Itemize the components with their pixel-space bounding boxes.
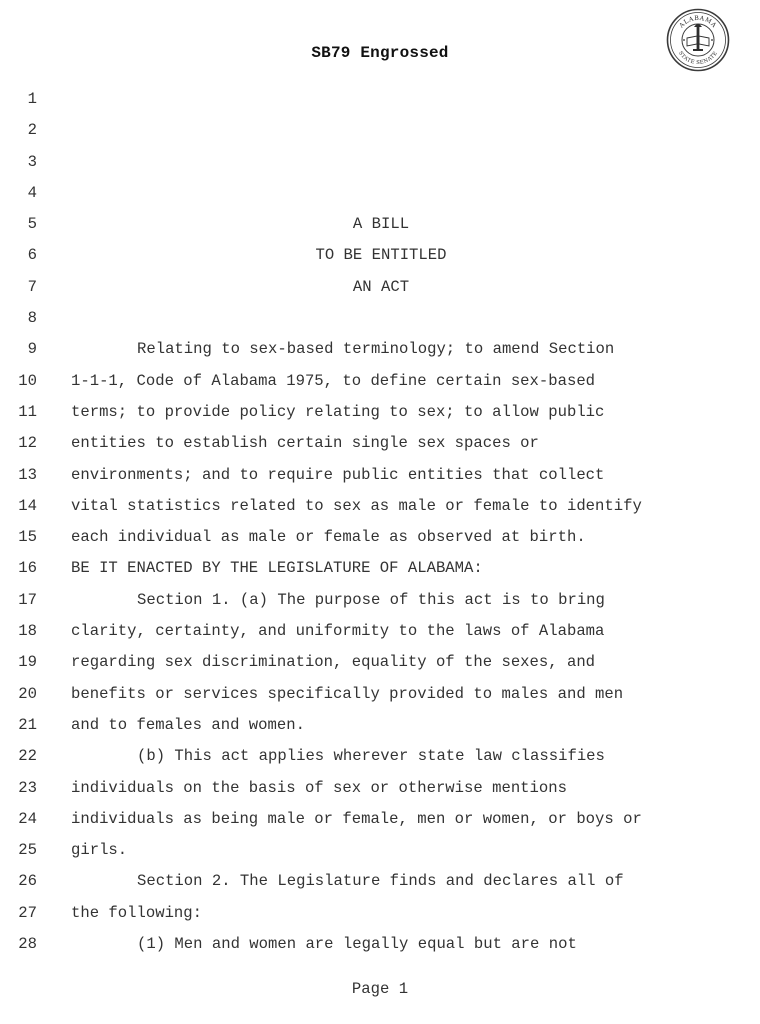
line-number: 3 [27, 152, 37, 171]
document-line [0, 337, 760, 368]
document-line [0, 150, 760, 181]
document-line [0, 306, 760, 337]
line-number: 15 [18, 528, 37, 547]
document-line [0, 525, 760, 556]
document-line [0, 869, 760, 900]
line-number: 4 [27, 183, 37, 202]
document-line [0, 556, 760, 587]
line-text: (1) Men and women are legally equal but are not [137, 935, 577, 954]
line-text: (b) This act applies wherever state law classifies [137, 747, 605, 766]
line-text: individuals as being male or female, men or women, or boys or [71, 809, 642, 828]
line-number: 10 [18, 371, 37, 390]
line-number: 21 [18, 715, 37, 734]
line-text: environments; and to require public entities that collect [71, 465, 605, 484]
alabama-senate-seal [666, 8, 730, 72]
line-text: 1-1-1, Code of Alabama 1975, to define certain sex-based [71, 371, 596, 390]
line-number: 23 [18, 778, 37, 797]
line-text: clarity, certainty, and uniformity to the laws of Alabama [71, 622, 605, 641]
document-line [0, 212, 760, 243]
document-line [0, 682, 760, 713]
document-line [0, 807, 760, 838]
document-line [0, 650, 760, 681]
line-number: 18 [18, 622, 37, 641]
numbered-lines [0, 87, 760, 963]
document-line [0, 275, 760, 306]
line-number: 19 [18, 653, 37, 672]
line-number: 24 [18, 809, 37, 828]
line-number: 2 [27, 121, 37, 140]
page-number: Page 1 [351, 980, 409, 998]
line-text: A BILL [352, 215, 410, 234]
line-number: 25 [18, 841, 37, 860]
line-text: terms; to provide policy relating to sex; to allow public [71, 402, 605, 421]
svg-text:ALABAMA: ALABAMA [678, 14, 718, 30]
line-number: 16 [18, 559, 37, 578]
line-text: vital statistics related to sex as male or female to identify [71, 496, 642, 515]
line-number: 27 [18, 903, 37, 922]
line-text: the following: [71, 903, 203, 922]
line-text: TO BE ENTITLED [315, 246, 447, 265]
line-number: 7 [27, 277, 37, 296]
document-line [0, 901, 760, 932]
line-number: 5 [27, 215, 37, 234]
document-line [0, 588, 760, 619]
document-line [0, 463, 760, 494]
line-number: 1 [27, 90, 37, 108]
line-number: 22 [18, 747, 37, 766]
document-line [0, 400, 760, 431]
document-line [0, 744, 760, 775]
document-line [0, 431, 760, 462]
line-number: 11 [18, 402, 37, 421]
line-number: 20 [18, 684, 37, 703]
line-number: 13 [18, 465, 37, 484]
document-line [0, 494, 760, 525]
document-line [0, 713, 760, 744]
line-number: 14 [18, 496, 37, 515]
line-number: 8 [27, 309, 37, 328]
line-number: 12 [18, 434, 37, 453]
line-text: AN ACT [352, 277, 410, 296]
line-text: Section 1. (a) The purpose of this act is to bring [137, 590, 605, 609]
line-text: each individual as male or female as observed at birth. [71, 528, 586, 547]
line-number: 26 [18, 872, 37, 891]
line-text: individuals on the basis of sex or otherwise mentions [71, 778, 567, 797]
line-number: 28 [18, 935, 37, 954]
bill-title: SB79 Engrossed [311, 44, 449, 62]
document-line [0, 776, 760, 807]
document-line [0, 118, 760, 149]
line-text: and to females and women. [71, 715, 305, 734]
line-number: 17 [18, 590, 37, 609]
document-line [0, 87, 760, 118]
line-text: entities to establish certain single sex spaces or [71, 434, 539, 453]
document-line [0, 243, 760, 274]
document-line [0, 838, 760, 869]
line-text: girls. [71, 841, 128, 860]
document-line [0, 181, 760, 212]
document-line [0, 369, 760, 400]
document-line [0, 619, 760, 650]
line-text: Section 2. The Legislature finds and declares all of [137, 872, 624, 891]
line-text: regarding sex discrimination, equality of the sexes, and [71, 653, 596, 672]
line-text: benefits or services specifically provided to males and men [71, 684, 624, 703]
line-text: Relating to sex-based terminology; to amend Section [137, 340, 615, 359]
line-number: 6 [27, 246, 37, 265]
document-line [0, 932, 760, 963]
line-text: BE IT ENACTED BY THE LEGISLATURE OF ALABAMA: [71, 559, 483, 578]
svg-text:STATE SENATE: STATE SENATE [676, 50, 720, 67]
line-number: 9 [27, 340, 37, 359]
